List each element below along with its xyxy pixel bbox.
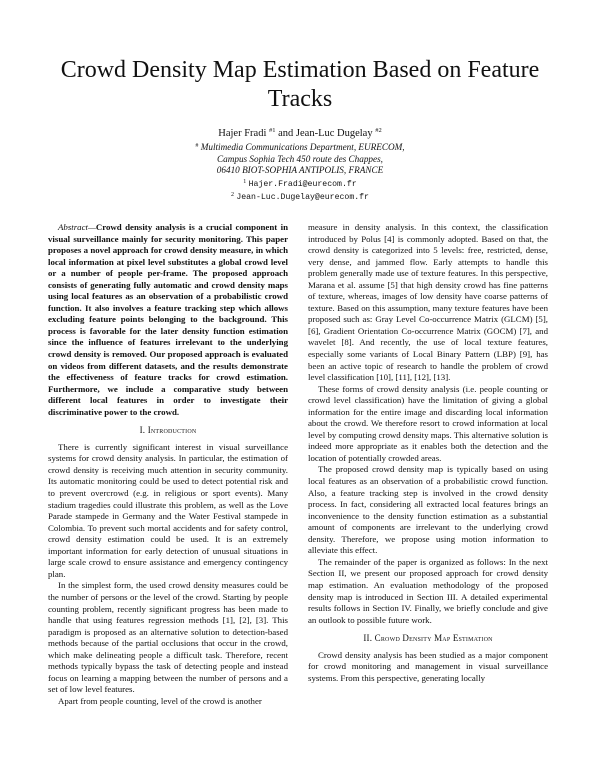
email-1: Hajer.Fradi@eurecom.fr <box>248 179 357 189</box>
section-2-heading: II. Crowd Density Map Estimation <box>363 633 493 644</box>
author-2-name: Jean-Luc Dugelay <box>295 128 373 139</box>
author-1-name: Hajer Fradi <box>218 128 267 139</box>
affiliation-mark: # <box>195 143 199 149</box>
intro-paragraph-1: There is currently significant interest in visual surveillance systems for crowd density analysis. In particular, the estimation of crowd density is receiving much attention in security community. Its automatic monitoring could be used to detect potential risk and to prevent overcrowd (e.g. in religious or sport events). Many stadium tragedies could illustrate this problem, as well as the Love Parade stampede in Germany and the Water Festival stampede in Colombia. To prevent such mortal accidents and for safety control, crowd density estimation could be used. It is an extremely important information for early detection of unusual situations in large scale crowd to ensure assistance and emergency contingency plan. <box>48 441 288 579</box>
right-column <box>308 222 548 684</box>
affiliation-line-1: # Multimedia Communications Department, EURECOM, <box>195 142 405 152</box>
section-2-paragraph-1: Crowd density analysis has been studied as a major component for crowd monitoring and management in visual surveillance systems. From this perspective, generating locally <box>308 649 548 683</box>
intro-paragraph-4: These forms of crowd density analysis (i.e. people counting or crowd level classification) have the limitation of giving a global information for the entire image and discarding local information about the crowd. We therefore resort to crowd information at local level by computing crowd density maps. This alternative solution is indeed more appropriate as it enables both the detection and the location of potentially crowded areas. <box>308 383 548 463</box>
paper-title: Crowd Density Map Estimation Based on Feature Tracks <box>60 57 540 112</box>
intro-paragraph-5: The proposed crowd density map is typically based on using local features as an observation of a probabilistic crowd function. Also, a feature tracking step is involved in the crowd density process. In fact, considering all extracted local features brings an inconvenience to the density function estimation as a substantial amount of components are irrelevant to the underlying crowd density. Therefore, we propose using motion information to alleviate this effect. <box>308 464 548 556</box>
email-line-1: $^1$ Hajer.Fradi@eurecom.fr <box>243 178 357 189</box>
author-2-marks: #2 <box>375 127 382 134</box>
author-and: and <box>278 128 294 139</box>
email-line-2: $^2$ Jean-Luc.Dugelay@eurecom.fr <box>231 192 369 202</box>
intro-paragraph-3-continued: measure in density analysis. In this context, the classification introduced by Polus [4] is commonly adopted. Based on that, the crowd density is categorized into 5 levels: free, restricted, dense, very dense, and jammed flow. Early attempts to handle this problem generally made use of texture features. In this perspective, Marana et al. assume [5] that high density crowd has fine patterns of texture, whereas, images of low density have coarse patterns of texture. Based on this assumption, many texture features have been proposed such as: Gray Level Co-occurrence Matrix (GLCM) [5], [6], Gradient Orientation Co-occurrence Matrix (GOCM) [7], and wavelet [8]. And recently, the use of local texture features, especially some variants of Local Binary Pattern (LBP) [9], has been an active topic of research to handle the problem of crowd level classification [10], [11], [12], [13]. <box>308 222 548 383</box>
intro-paragraph-6: The remainder of the paper is organized as follows: In the next Section II, we present our proposed approach for crowd density map estimation. An evaluation methodology of the proposed density map is introduced in Section III. A detailed experimental results follows in Section IV. Finally, we briefly conclude and give an outlook to possible future work. <box>308 556 548 625</box>
author-1-marks: #1 <box>269 127 276 134</box>
affiliation-line-2: Campus Sophia Tech 450 route des Chappes, <box>217 153 383 164</box>
abstract <box>48 222 288 418</box>
abstract-text: Crowd density analysis is a crucial component in visual surveillance mainly for security monitoring. This paper proposes a novel approach for crowd density measure, in which local information at pixel level substitutes a global crowd level or a number of people per-frame. The proposed approach consists of generating fully automatic and crowd density maps using local features as an observation of a probabilistic crowd function. It also involves a feature tracking step which allows excluding feature points belonging to the background. This process is favorable for the later density function estimation since the influence of features irrelevant to the underlying crowd density is removed. Our proposed approach is evaluated on videos from different datasets, and the results demonstrate the effectiveness of feature tracks for crowd estimation. Furthermore, we include a comparative study between different local features in order to investigate their discriminative power to the crowd. <box>48 222 288 417</box>
affiliation-block <box>0 141 600 204</box>
section-2-title: Crowd Density Map Estimation <box>374 633 493 644</box>
intro-paragraph-3: Apart from people counting, level of the crowd is another <box>58 695 262 706</box>
abstract-lead: Abstract— <box>58 222 96 232</box>
affiliation-line-3: 06410 BIOT-SOPHIA ANTIPOLIS, FRANCE <box>216 165 384 175</box>
section-1-heading: I. Introduction <box>139 425 197 436</box>
author-line <box>0 124 600 141</box>
left-column <box>48 222 288 707</box>
email-2: Jean-Luc.Dugelay@eurecom.fr <box>236 193 369 202</box>
intro-paragraph-2: In the simplest form, the used crowd density measures could be the number of persons or the level of the crowd. Starting by people counting problem, recently significant progress has been made to handle that using features regression methods [1], [2], [3]. This paradigm is proposed as an alternative solution to detection-based methods because of the partial occlusions that occur in the crowd, which make delineating people a difficult task. Therefore, recent methods typically bypass the task of detecting people and instead focus on learning a mapping between the number of persons and a set of low level features. <box>48 580 288 695</box>
section-1-title: Introduction <box>147 425 197 436</box>
